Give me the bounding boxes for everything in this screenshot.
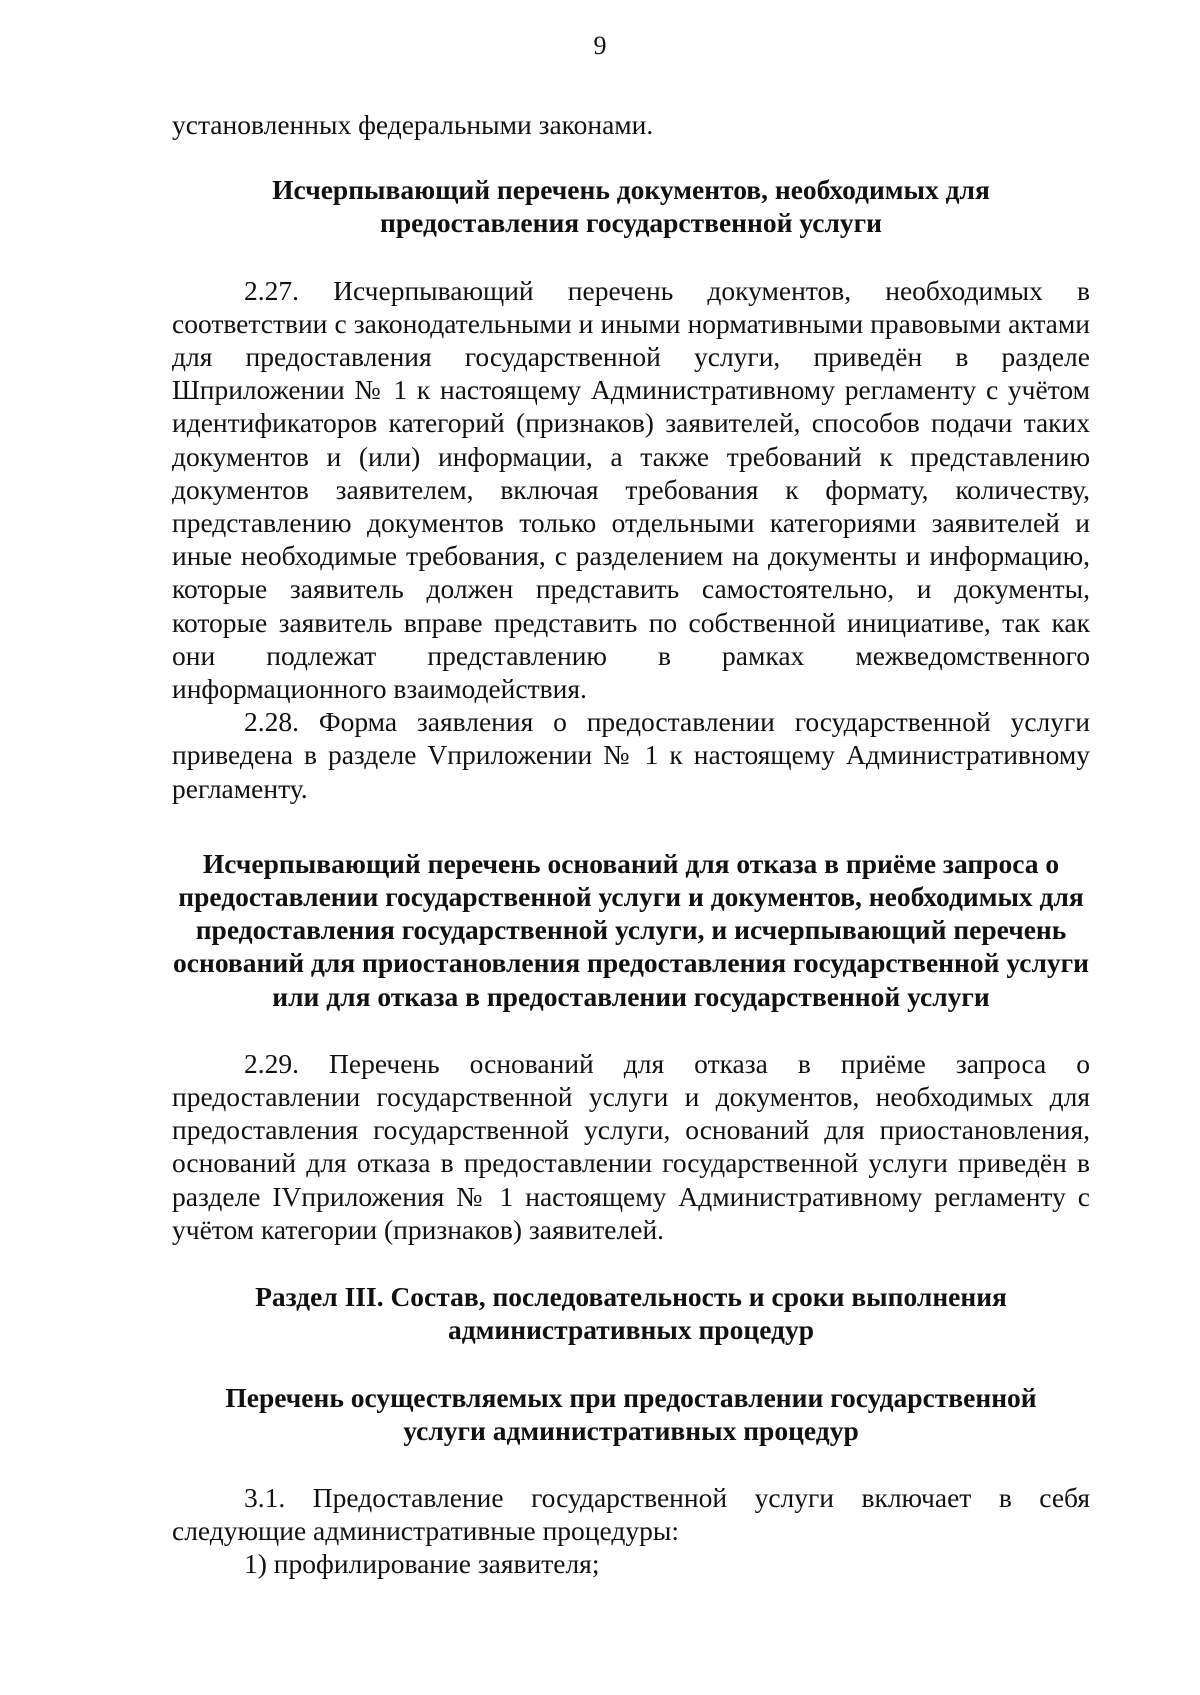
document-body <box>172 108 1090 1581</box>
paragraph-continuation: установленных федеральными законами. <box>172 109 654 140</box>
page-number: 9 <box>593 31 607 60</box>
heading-section-3: Раздел III. Состав, последовательность и сроки выполнения административных процедур <box>255 1281 1007 1346</box>
paragraph-2-27: 2.27. Исчерпывающий перечень документов, необходимых в соответствии с законодательными и иными нормативными правовыми актами для предоставления государственной услуги, приведён в разделе Шприложении № 1 к настоящему Административному регламенту с учётом идентификаторов категорий (признаков) заявителей, способов подачи таких документов и (или) информации, а также требований к представлению документов заявителем, включая требования к формату, количеству, представлению документов только отдельными категориями заявителей и иные необходимые требования, с разделением на документы и информацию, которые заявитель должен представить самостоятельно, и документы, которые заявитель вправе представить по собственной инициативе, так как они подлежат представлению в рамках межведомственного информационного взаимодействия. <box>172 274 1090 705</box>
heading-refusal-grounds: Исчерпывающий перечень оснований для отказа в приёме запроса о предоставлении государственной услуги и документов, необходимых для предоставления государственной услуги, и исчерпывающий перечень оснований для приостановления предоставления государственной услуги или для отказа в предоставлении государственной услуги <box>173 847 1089 1012</box>
paragraph-2-28: 2.28. Форма заявления о предоставлении государственной услуги приведена в разделе Vприложении № 1 к настоящему Административному регламенту. <box>172 706 1090 804</box>
list-item-1: 1) профилирование заявителя; <box>244 1548 600 1580</box>
heading-documents-list: Исчерпывающий перечень документов, необходимых для предоставления государственной услуги <box>272 174 990 239</box>
paragraph-2-29: 2.29. Перечень оснований для отказа в приёме запроса о предоставлении государственной услуги и документов, необходимых для предоставления государственной услуги, оснований для приостановления, оснований для отказа в предоставлении государственной услуги приведён в разделе IVприложения № 1 настоящему Административному регламенту с учётом категории (признаков) заявителей. <box>172 1047 1090 1245</box>
heading-procedures-list: Перечень осуществляемых при предоставлении государственной услуги административных процедур <box>225 1381 1037 1446</box>
paragraph-3-1: 3.1. Предоставление государственной услуги включает в себя следующие административные процедуры: <box>172 1481 1090 1547</box>
